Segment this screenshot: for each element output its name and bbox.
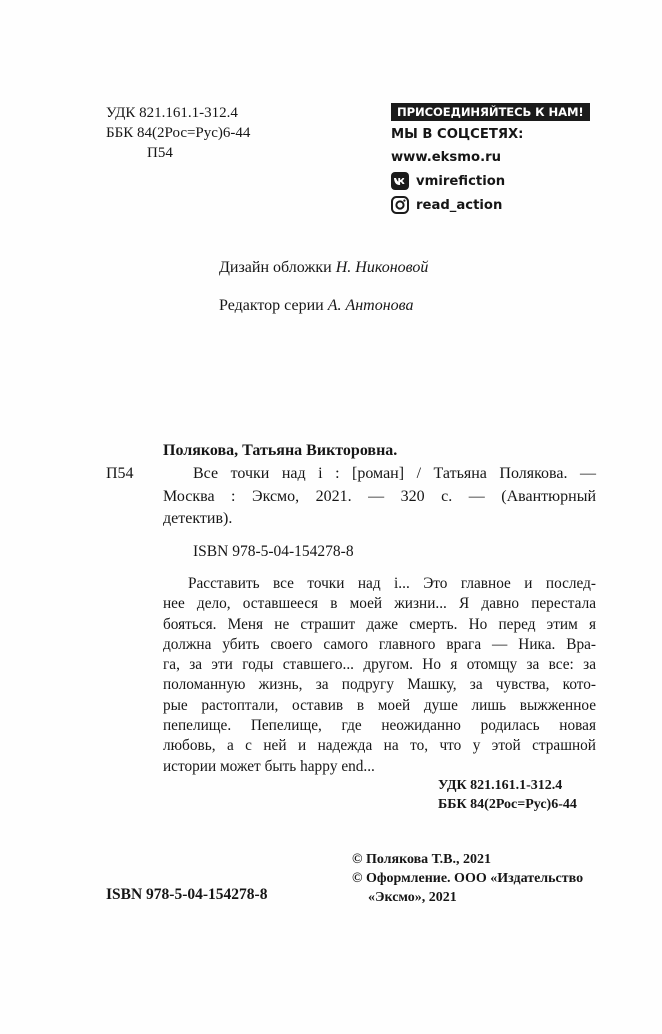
annotation-line: истории может быть happy end... — [163, 757, 375, 775]
annotation-line: должна убить своего самого главного врага — Ника. Вра- — [163, 635, 596, 653]
instagram-row[interactable] — [391, 193, 590, 217]
record-line-3: детектив). — [163, 510, 233, 527]
cover-design-credit — [219, 258, 428, 278]
site-link[interactable]: www.eksmo.ru — [391, 150, 501, 165]
annotation-line: любовь, а с ней и надежда на то, что у этой страшной — [163, 737, 596, 755]
vk-icon — [391, 172, 409, 190]
udk-code: УДК 821.161.1-312.4 — [106, 105, 238, 121]
record-mark: П54 — [106, 465, 134, 482]
annotation-line: бояться. Меня не страшит даже смерть. Но перед этим я — [163, 615, 596, 633]
annotation-line: Расставить все точки над i... Это главное и послед- — [188, 575, 596, 592]
annotation-line: рые растоптали, оставив в моей душе лишь выжженное — [163, 696, 596, 714]
instagram-icon — [391, 196, 409, 214]
record-author: Полякова, Татьяна Викторовна. — [163, 442, 398, 459]
instagram-handle: read_action — [416, 197, 503, 213]
series-editor-name: А. Антонова — [327, 297, 414, 314]
series-editor-label: Редактор серии — [219, 297, 324, 314]
record-line-2: Москва : Эксмо, 2021. — 320 с. — (Авантюрный — [163, 488, 596, 505]
vk-row[interactable] — [391, 169, 590, 193]
bbk-code: ББК 84(2Рос=Рус)6-44 — [106, 125, 251, 141]
catalog-codes — [106, 103, 250, 163]
annotation-line: га, за эти годы ставшего... другом. Но я отомщу за все: за — [163, 656, 596, 674]
series-editor-credit — [219, 296, 414, 316]
annotation — [163, 574, 596, 777]
social-block — [391, 103, 590, 217]
copyright-design: © Оформление. ООО «Издательство — [352, 871, 584, 886]
annotation-line: пепелище. Пепелище, где неожиданно родилась новая — [163, 717, 596, 735]
record-isbn: ISBN 978-5-04-154278-8 — [193, 543, 354, 560]
author-mark: П54 — [147, 145, 173, 161]
cover-design-label: Дизайн обложки — [219, 259, 332, 276]
annotation-line: поломанную жизнь, за подругу Машку, за чувства, кото- — [163, 676, 596, 694]
vk-handle: vmirefiction — [416, 173, 506, 189]
bbk-code-bottom: ББК 84(2Рос=Рус)6-44 — [438, 797, 577, 812]
social-header: МЫ В СОЦСЕТЯХ: — [391, 127, 524, 142]
copyright-publisher: «Эксмо», 2021 — [368, 890, 457, 905]
join-us-banner: ПРИСОЕДИНЯЙТЕСЬ К НАМ! — [391, 103, 590, 121]
annotation-line: нее дело, оставшееся в моей жизни... Я давно перестала — [163, 595, 596, 613]
isbn-bottom: ISBN 978-5-04-154278-8 — [106, 886, 268, 903]
copyright-author: © Полякова Т.В., 2021 — [352, 852, 491, 867]
udk-code-bottom: УДК 821.161.1-312.4 — [438, 778, 563, 793]
cover-designer-name: Н. Никоновой — [335, 259, 429, 276]
record-line-1: Все точки над i : [роман] / Татьяна Полякова. — — [193, 465, 596, 482]
